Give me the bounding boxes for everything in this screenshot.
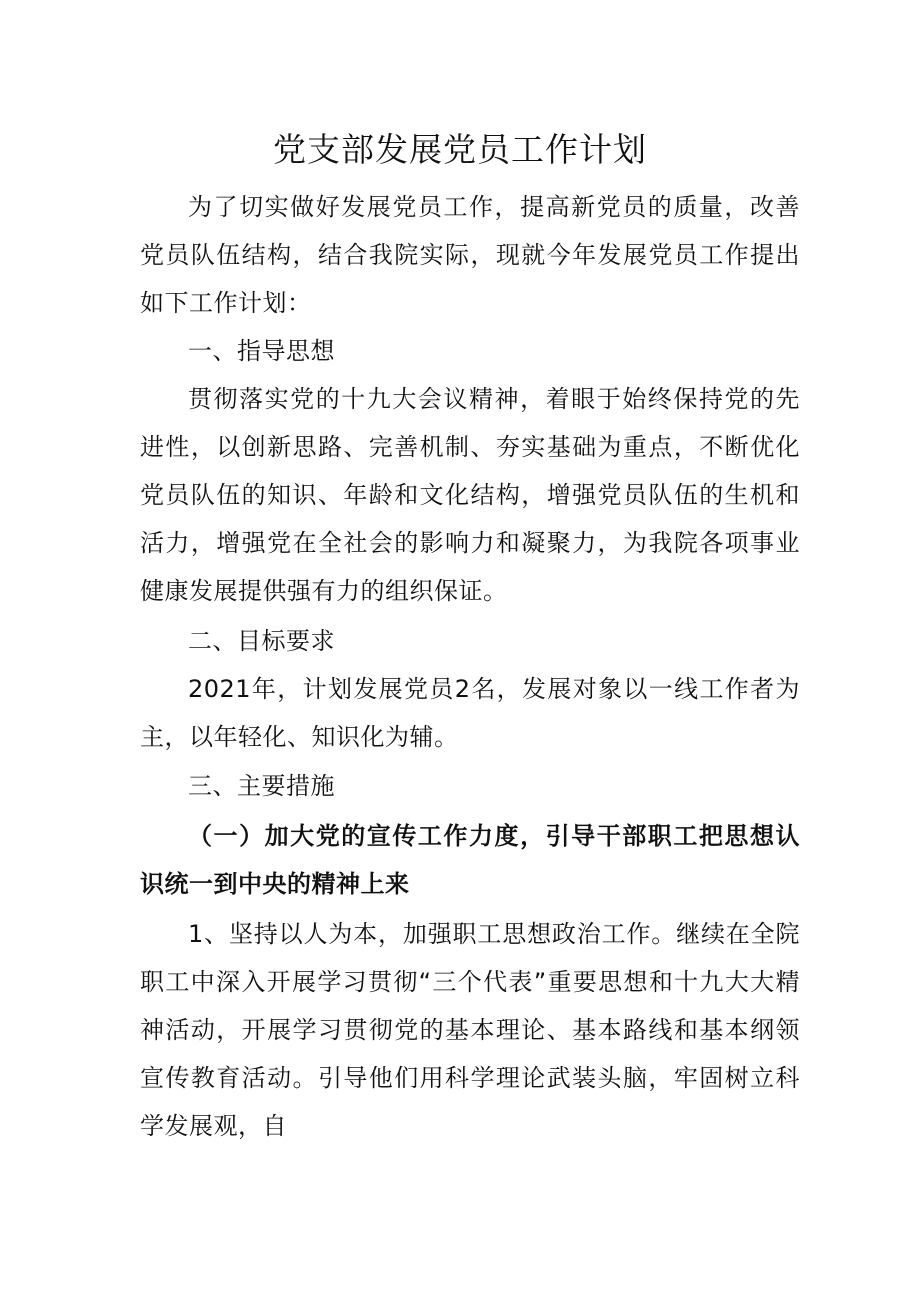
intro-paragraph: 为了切实做好发展党员工作，提高新党员的质量，改善党员队伍结构，结合我院实际，现就今年发展党员工作提出如下工作计划： <box>140 193 800 317</box>
section-3-heading: 三、主要措施 <box>188 772 335 800</box>
section-2-body: 2021年，计划发展党员2名，发展对象以一线工作者为主，以年轻化、知识化为辅。 <box>140 675 800 751</box>
section-3-subheading: （一）加大党的宣传工作力度，引导干部职工把思想认识统一到中央的精神上来 <box>140 822 800 898</box>
document-title: 党支部发展党员工作计划 <box>273 130 647 169</box>
section-1-body: 贯彻落实党的十九大会议精神，着眼于始终保持党的先进性，以创新思路、完善机制、夯实基础为重点，不断优化党员队伍的知识、年龄和文化结构，增强党员队伍的生机和活力，增强党在全社会的影响力和凝聚力，为我院各项事业健康发展提供强有力的组织保证。 <box>140 385 800 605</box>
section-1-heading: 一、指导思想 <box>188 337 335 365</box>
section-3-item-1: 1、坚持以人为本，加强职工思想政治工作。继续在全院职工中深入开展学习贯彻“三个代表”重要思想和十九大大精神活动，开展学习贯彻党的基本理论、基本路线和基本纲领宣传教育活动。引导他们用科学理论武装头脑，牢固树立科学发展观，自 <box>140 920 800 1140</box>
section-2-heading: 二、目标要求 <box>188 627 335 655</box>
